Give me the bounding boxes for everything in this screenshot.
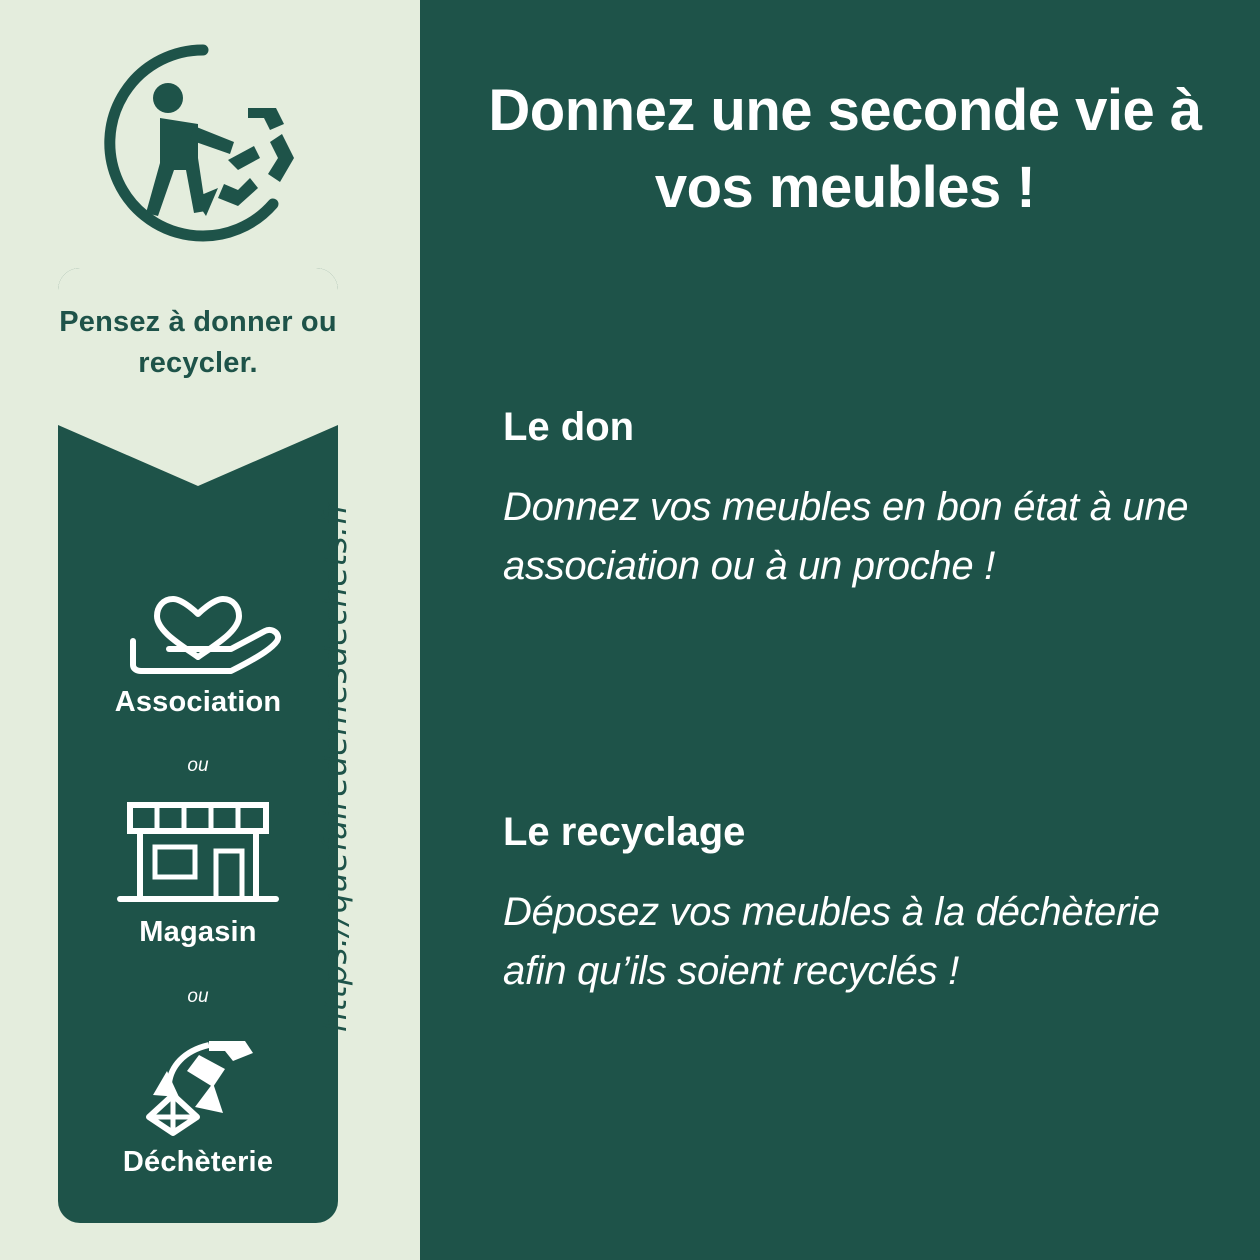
step-label-decheterie: Déchèterie <box>122 1146 274 1178</box>
section-le-recyclage <box>503 810 1213 1001</box>
connector-or-1: ou <box>187 755 209 776</box>
recycling-center-icon <box>58 1028 338 1140</box>
step-label-association: Association <box>114 686 282 718</box>
step-association <box>58 568 338 719</box>
steps-card <box>58 268 338 1223</box>
section-title-le-recyclage: Le recyclage <box>503 810 746 854</box>
section-body-le-don: Donnez vos meubles en bon état à une association ou à un proche ! <box>503 485 1189 588</box>
section-le-don <box>503 405 1213 596</box>
person-recycling-icon <box>98 38 308 248</box>
callout-text: Pensez à donner ou recycler. <box>59 306 337 380</box>
step-decheterie <box>58 1028 338 1179</box>
connector-or-2: ou <box>187 986 209 1007</box>
step-label-magasin: Magasin <box>139 916 257 948</box>
step-magasin <box>58 798 338 949</box>
section-body-le-recyclage: Déposez vos meubles à la déchèterie afin qu’ils soient recyclés ! <box>503 890 1160 993</box>
page-title: Donnez une seconde vie à vos meubles ! <box>488 78 1202 221</box>
section-title-le-don: Le don <box>503 405 635 449</box>
website-url[interactable]: https://quefairedemesdechets.fr <box>316 500 354 1032</box>
shop-icon <box>58 798 338 910</box>
hand-heart-icon <box>58 568 338 680</box>
